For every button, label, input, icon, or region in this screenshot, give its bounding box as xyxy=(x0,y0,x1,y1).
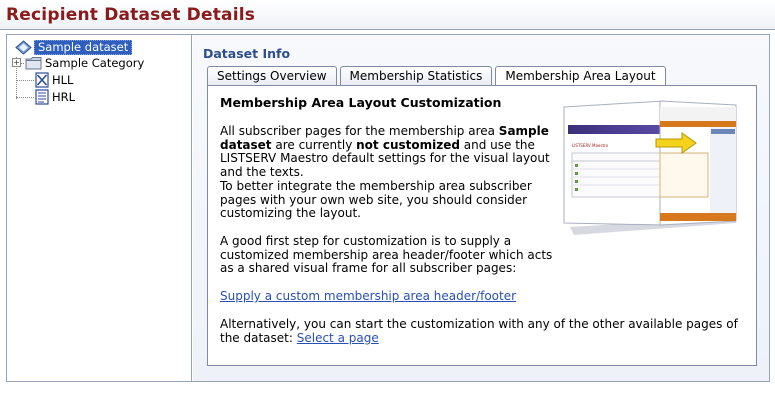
page-title: Recipient Dataset Details xyxy=(6,5,256,25)
layout-preview-image xyxy=(560,99,740,237)
intro-paragraph xyxy=(220,125,558,179)
intro-text: and use the LISTSERV Maestro default settings for the visual layout and the texts. xyxy=(220,137,550,179)
tree-item-sample-category[interactable] xyxy=(25,55,144,71)
tab-membership-area-layout[interactable]: Membership Area Layout xyxy=(495,66,665,86)
tree-item-label: Sample Category xyxy=(45,56,145,70)
tree-connector xyxy=(16,97,34,98)
tree-item-sample-dataset[interactable] xyxy=(15,39,132,55)
svg-text:LISTSERV Maestro: LISTSERV Maestro xyxy=(572,143,609,148)
tree-item-label: HLL xyxy=(52,73,74,87)
tree-item-label: HRL xyxy=(52,90,76,104)
title-divider xyxy=(0,29,775,30)
intro-text: are currently xyxy=(271,137,357,152)
folder-icon xyxy=(25,56,42,70)
select-page-link[interactable]: Select a page xyxy=(296,330,379,345)
alternative-text: Alternatively, you can start the customization with any of the other available pages of the dataset: xyxy=(220,317,738,345)
supply-header-footer-link[interactable]: Supply a custom membership area header/footer xyxy=(220,289,517,303)
section-title: Dataset Info xyxy=(203,46,291,61)
tree-item-hrl[interactable] xyxy=(35,89,75,105)
tab-bar xyxy=(207,66,669,85)
layout-icon xyxy=(35,72,49,88)
tab-panel xyxy=(207,85,757,366)
tree-item-label: Sample dataset xyxy=(34,40,132,55)
dataset-icon xyxy=(15,40,32,55)
dataset-info-pane xyxy=(193,35,769,381)
first-step-paragraph: A good first step for customization is to supply a customized membership area header/footer which acts as a shared visual frame for all subscriber pages: xyxy=(220,234,553,275)
dataset-name: Sample dataset xyxy=(220,124,549,152)
tree-connector xyxy=(16,80,34,81)
alternative-paragraph xyxy=(220,318,740,345)
tab-settings-overview[interactable]: Settings Overview xyxy=(207,66,337,85)
header-footer-paragraph xyxy=(220,290,740,304)
tree-item-hll[interactable] xyxy=(35,72,73,88)
title-bar xyxy=(0,0,775,30)
customization-status: not customized xyxy=(356,137,460,152)
content-frame xyxy=(6,34,770,382)
document-icon xyxy=(35,89,49,105)
panel-heading: Membership Area Layout Customization xyxy=(220,95,502,110)
integration-paragraph: To better integrate the membership area subscriber pages with your own web site, you should consider customizing the layout. xyxy=(220,179,532,220)
dataset-tree xyxy=(7,35,192,381)
expand-toggle-icon[interactable]: + xyxy=(13,58,20,67)
tab-membership-statistics[interactable]: Membership Statistics xyxy=(340,66,493,85)
intro-text: All subscriber pages for the membership area xyxy=(220,124,499,138)
